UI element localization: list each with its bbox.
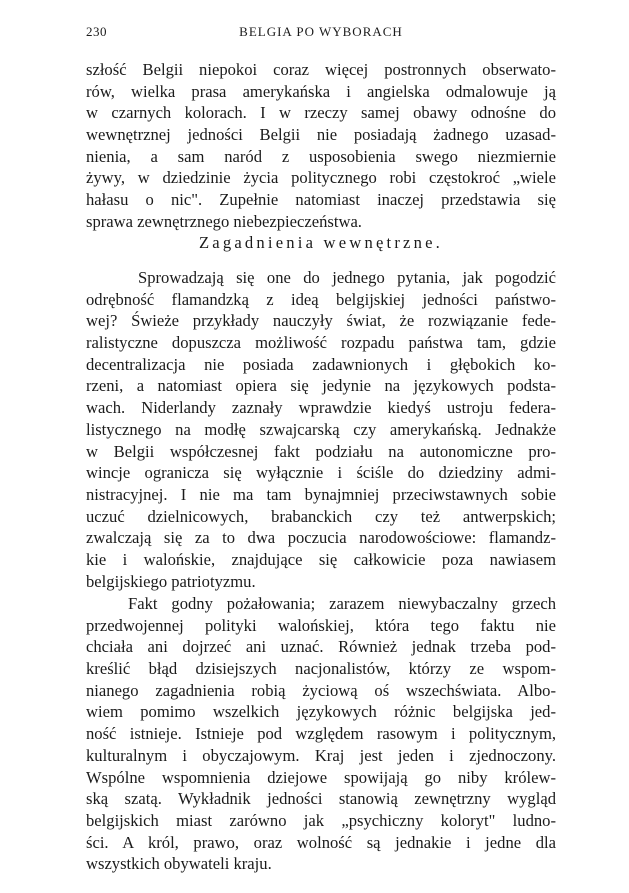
text-line: nistracyjnej. I nie ma tam bynajmniej przeciwstawnych sobie: [86, 484, 556, 504]
running-title: BELGIA PO WYBORACH: [239, 24, 403, 39]
text-line: wej? Świeże przykłady nauczyły świat, że rozwiązanie fede-: [86, 311, 556, 331]
top-paragraph: [86, 59, 556, 233]
text-line: hałasu o nic". Zupełnie natomiast inaczej przedstawia się: [86, 190, 556, 210]
text-line: przedwojennej polityki walońskiej, która tego faktu nie: [86, 615, 556, 635]
text-line: listycznego na modłę szwajcarską czy amerykańską. Jednakże: [86, 419, 556, 439]
text-line: odrębność flamandzką z ideą belgijskiej jedności państwo-: [86, 289, 556, 309]
text-line: żywy, w dziedzinie życia politycznego robi częstokroć „wiele: [86, 168, 556, 188]
paragraph-1: [86, 267, 556, 592]
text-line: Fakt godny pożałowania; zarazem niewybaczalny grzech: [128, 594, 556, 613]
text-line: wszystkich obywateli kraju.: [86, 854, 272, 874]
text-line: belgijskiego patriotyzmu.: [86, 571, 256, 591]
text-line: ność istnieje. Istnieje pod względem rasowym i politycznym,: [86, 724, 556, 744]
paragraph-2: [86, 593, 556, 875]
text-line: wincje ogranicza się wyłącznie i ściśle do dziedziny admi-: [86, 463, 556, 483]
text-line: kulturalnym i obyczajowym. Kraj jest jeden i zjednoczony.: [86, 745, 556, 765]
text-line: w Belgii współczesnej fakt podziału na autonomiczne pro-: [86, 441, 556, 461]
text-line: ską szatą. Wykładnik jedności stanowią zewnętrzny wygląd: [86, 789, 556, 809]
text-line: nianego zagadnienia robią życiową oś wszechświata. Albo-: [86, 680, 556, 700]
text-line: wach. Niderlandy zaznały wprawdzie kiedyś ustroju federa-: [86, 398, 556, 418]
text-line: kreślić błąd dzisiejszych nacjonalistów, którzy ze wspom-: [86, 659, 556, 679]
text-line: kie i walońskie, znajdujące się całkowicie poza nawiasem: [86, 549, 556, 569]
text-line: Sprowadzają się one do jednego pytania, jak pogodzić: [138, 268, 556, 287]
text-line: w czarnych kolorach. I w rzeczy samej obawy odnośne do: [86, 103, 556, 123]
text-line: chciała ani dojrzeć ani uznać. Również jednak trzeba pod-: [86, 637, 556, 657]
text-line: ści. A król, prawo, oraz wolność są jednakie i jedne dla: [86, 832, 556, 852]
text-line: rzeni, a natomiast opiera się jedynie na językowych podsta-: [86, 376, 556, 396]
text-line: sprawa zewnętrznego niebezpieczeństwa.: [86, 211, 362, 231]
text-line: rów, wielka prasa amerykańska i angielska odmalowuje ją: [86, 81, 556, 101]
text-line: ralistyczne dopuszcza możliwość rozpadu państwa tam, gdzie: [86, 333, 556, 353]
text-line: Wspólne wspomnienia dziejowe spowijają go niby królew-: [86, 767, 556, 787]
text-line: belgijskich miast zarówno jak „psychiczny koloryt" ludno-: [86, 810, 556, 830]
page-number: 230: [86, 24, 107, 39]
text-line: wiem pomimo wszelkich językowych różnic belgijska jed-: [86, 702, 556, 722]
text-line: zwalczają się za to dwa poczucia narodowościowe: flamandz-: [86, 528, 556, 548]
text-line: decentralizacja nie posiada zadawnionych i głębokich ko-: [86, 354, 556, 374]
text-line: nienia, a sam naród z usposobienia swego niezmiernie: [86, 146, 556, 166]
text-line: wewnętrznej jedności Belgii nie posiadają żadnego uzasad-: [86, 125, 556, 145]
section-heading: Zagadnienia wewnętrzne.: [198, 233, 444, 252]
text-line: uczuć dzielnicowych, brabanckich czy też antwerpskich;: [86, 506, 556, 526]
page-header: [86, 24, 556, 42]
text-line: szłość Belgii niepokoi coraz więcej postronnych obserwato-: [86, 60, 556, 79]
